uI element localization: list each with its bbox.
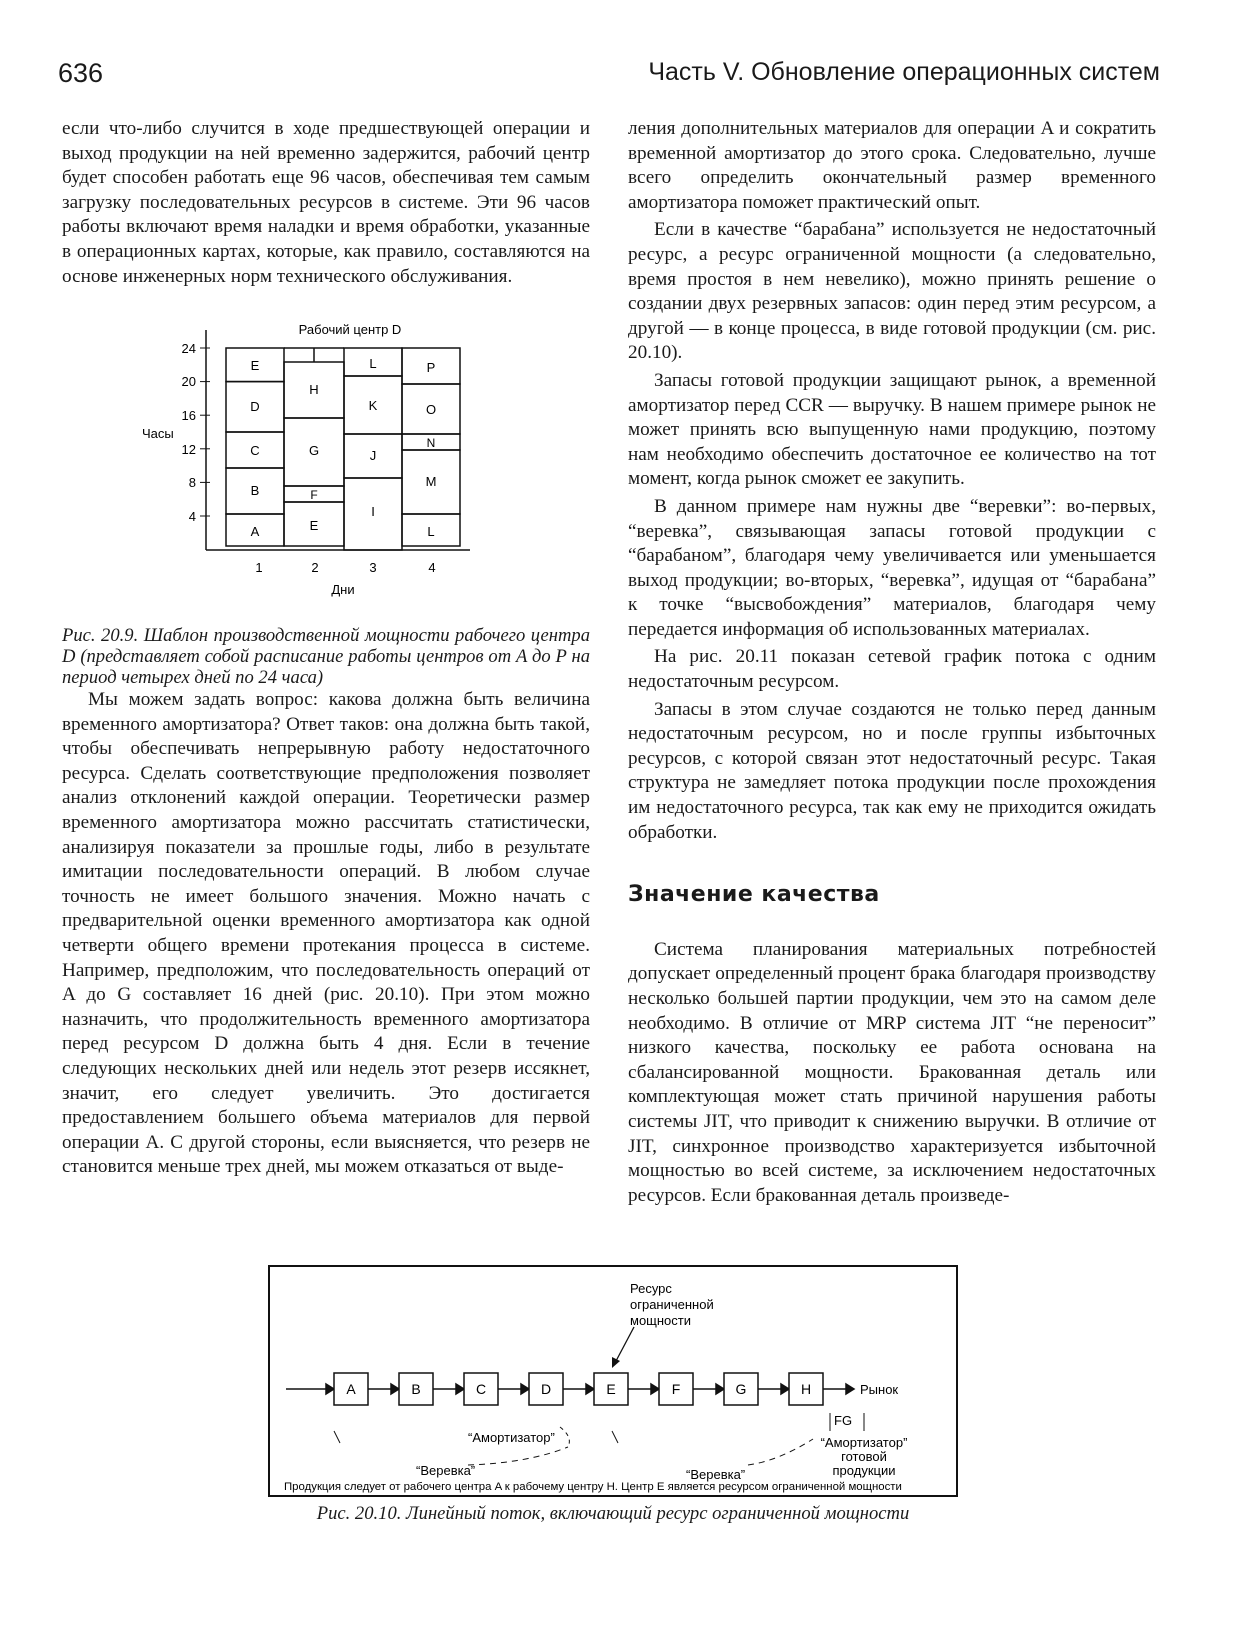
left-column-top xyxy=(62,117,590,289)
node-B: B xyxy=(411,1381,421,1397)
paragraph: ления дополнительных материалов для операции A и сократить временной амортизатор до этого срока. Следовательно, лучше всего определить окончательный размер временного амортизатора поможет практический опыт. xyxy=(628,118,1156,213)
paragraph: если что-либо случится в ходе предшествующей операции и выход продукции на ней временно задержится, рабочий центр будет способен работать еще 96 часов, обеспечивая тем самым загрузку последовательных ресурсов в системе. Эти 96 часов работы включают время наладки и время обработки, указанные в операционных картах, которые, как правило, составляются на основе инженерных норм технического обслуживания. xyxy=(62,118,590,287)
node-F: F xyxy=(671,1381,681,1397)
paragraph: На рис. 20.11 показан сетевой график потока с одним недостаточным ресурсом. xyxy=(628,646,1156,693)
chart-title: Рабочий центр D xyxy=(298,322,402,337)
block-H: H xyxy=(309,382,319,397)
figure-20-10-diagram xyxy=(268,1265,958,1497)
rope-left-curve xyxy=(468,1447,568,1465)
paragraph: Запасы готовой продукции защищают рынок, а временной амортизатор перед CCR — выручку. В нашем примере рынок не может принять всю выпущенную нами продукцию, поэтому нам необходимо обеспечить достаточное ее количество на тот момент, когда рынок сможет ее закупить. xyxy=(628,369,1156,490)
y-tick-label: 20 xyxy=(181,374,196,389)
fg-label: FG xyxy=(834,1413,853,1428)
ccr-label: ограниченной xyxy=(630,1297,714,1312)
x-tick-label: 3 xyxy=(369,560,377,575)
block-J: J xyxy=(369,448,377,463)
block-F: F xyxy=(310,488,318,502)
paragraph: Запасы в этом случае создаются не только перед данным недостаточным ресурсом, но и после группы избыточных ресурсов, с которой связан этот недостаточный ресурс. Такая структура не замедляет потока продукции после прохождения им недостаточного ресурса, так как ему не приходится ожидать обработки. xyxy=(628,698,1156,843)
figure-20-9-chart xyxy=(130,318,490,608)
y-tick-label: 4 xyxy=(188,509,196,524)
y-tick-label: 24 xyxy=(181,341,196,356)
node-D: D xyxy=(540,1381,552,1397)
block-O: O xyxy=(425,402,437,417)
block-I: I xyxy=(371,504,375,519)
paragraph: Если в качестве “барабана” используется не недостаточный ресурс, а ресурс ограниченной мощности (а следовательно, время простоя в нем невелико), можно принять решение о создании двух резервных запасов: один перед этим ресурсом, а другой — в конце процесса, в виде готовой продукции (см. рис. 20.10). xyxy=(628,219,1156,364)
block-B: B xyxy=(250,483,260,498)
paragraph: В данном примере нам нужны две “веревки”: во-первых, “веревка”, связывающая запасы готовой продукции с “барабаном”, благодаря чему увеличивается или уменьшается выход продукции; во-вторых, “веревка”, идущая от “барабана” к точке “высвобождения” материалов, благодаря чему передается информация об использованных материалах. xyxy=(628,495,1156,640)
block-E: E xyxy=(250,358,260,373)
block-A: A xyxy=(250,524,260,539)
block-G: G xyxy=(308,443,320,458)
ccr-pointer xyxy=(616,1327,634,1361)
node-C: C xyxy=(475,1381,487,1397)
fg-buffer-label: “Амортизатор” xyxy=(820,1435,908,1450)
y-tick-label: 8 xyxy=(188,475,196,490)
paragraph: Мы можем задать вопрос: какова должна быть величина временного амортизатора? Ответ таков: она должна быть такой, чтобы обеспечивать непрерывную работу недостаточного ресурса. Сделать соответствующие предположения позволяет анализ отклонений каждой операции. Теоретически размер временного амортизатора можно рассчитать статистически, анализируя показатели за прошлые годы, либо в результате имитации последовательности операций. В любом случае точность не имеет большого значения. Можно начать с предварительной оценки временного амортизатора как одной четверти общего времени протекания процесса в системе. Например, предположим, что последовательность операций от A до G составляет 16 дней (рис. 20.10). При этом можно назначить, что продолжительность временного амортизатора перед ресурсом D должна быть 4 дня. Если в течение следующих нескольких дней или недель этот резерв иссякнет, значит, его следует увеличить. Это достигается предоставлением большего объема материалов для первой операции A. С другой стороны, если выясняется, что резерв не становится меньше трех дней, мы можем отказаться от выде- xyxy=(62,689,590,1178)
y-tick-label: 16 xyxy=(181,408,196,423)
block-C: C xyxy=(250,443,260,458)
running-title: Часть V. Обновление операционных систем xyxy=(648,58,1160,86)
paragraph: Система планирования материальных потребностей допускает определенный процент брака благодаря производству несколько большей партии продукции, чем это на самом деле необходимо. В отличие от MRP система JIT “не переносит” низкого качества, поскольку ее работа основана на сбалансированной мощности. Бракованная деталь или комплектующая может стать причиной нарушения работы системы JIT, что приводит к снижению выручки. В отличие от JIT, синхронное производство характеризуется избыточной мощностью во всей системе, за исключением недостаточных ресурсов. Если бракованная деталь произведе- xyxy=(628,938,1156,1206)
block-K: K xyxy=(368,398,378,413)
node-G: G xyxy=(735,1381,747,1397)
x-tick-label: 1 xyxy=(255,560,263,575)
x-tick-label: 2 xyxy=(311,560,319,575)
ccr-marker xyxy=(612,1431,618,1443)
block-E-day2: E xyxy=(309,518,319,533)
y-tick-label: 12 xyxy=(181,442,196,457)
node-A: A xyxy=(346,1381,356,1397)
figure-20-10-caption: Рис. 20.10. Линейный поток, включающий ресурс ограниченной мощности xyxy=(316,1503,910,1524)
node-H: H xyxy=(800,1381,812,1397)
buffer-curve xyxy=(560,1427,569,1447)
figure-note: Продукция следует от рабочего центра A к рабочему центру H. Центр E является ресурсом ограниченной мощности xyxy=(284,1481,902,1493)
release-marker xyxy=(334,1431,340,1443)
market-label: Рынок xyxy=(860,1382,899,1397)
flow-chain xyxy=(286,1373,854,1405)
rope-right-label: “Веревка” xyxy=(686,1467,746,1482)
buffer-label: “Амортизатор” xyxy=(468,1430,555,1445)
block-L-day4: L xyxy=(427,524,435,539)
block-L: L xyxy=(369,356,377,371)
ccr-label: Ресурс xyxy=(630,1281,672,1296)
figure-20-9-caption xyxy=(62,625,590,688)
rope-right-curve xyxy=(748,1439,813,1465)
fg-buffer-label: продукции xyxy=(832,1463,896,1478)
node-E: E xyxy=(606,1381,616,1397)
rope-left-label: “Веревка” xyxy=(416,1463,476,1478)
block-N: N xyxy=(426,436,436,450)
block-D: D xyxy=(250,399,260,414)
right-column xyxy=(628,117,1156,1208)
y-axis-label: Часы xyxy=(142,426,174,441)
block-M: M xyxy=(425,474,437,489)
caption-text: Шаблон производственной мощности рабочего центра D (представляет собой расписание работы центров от A до P на период четырех дней по 24 часа) xyxy=(62,625,590,688)
page-number: 636 xyxy=(58,58,104,88)
fg-buffer-label: готовой xyxy=(841,1449,887,1464)
block-P: P xyxy=(426,360,436,375)
section-heading: Значение качества xyxy=(628,882,880,908)
x-tick-label: 4 xyxy=(428,560,436,575)
ccr-pointer-head xyxy=(612,1357,620,1368)
ccr-label: мощности xyxy=(630,1313,691,1328)
x-axis-label: Дни xyxy=(331,582,355,597)
caption-prefix: Рис. 20.9. xyxy=(62,625,139,646)
left-column-bottom xyxy=(62,688,590,1180)
